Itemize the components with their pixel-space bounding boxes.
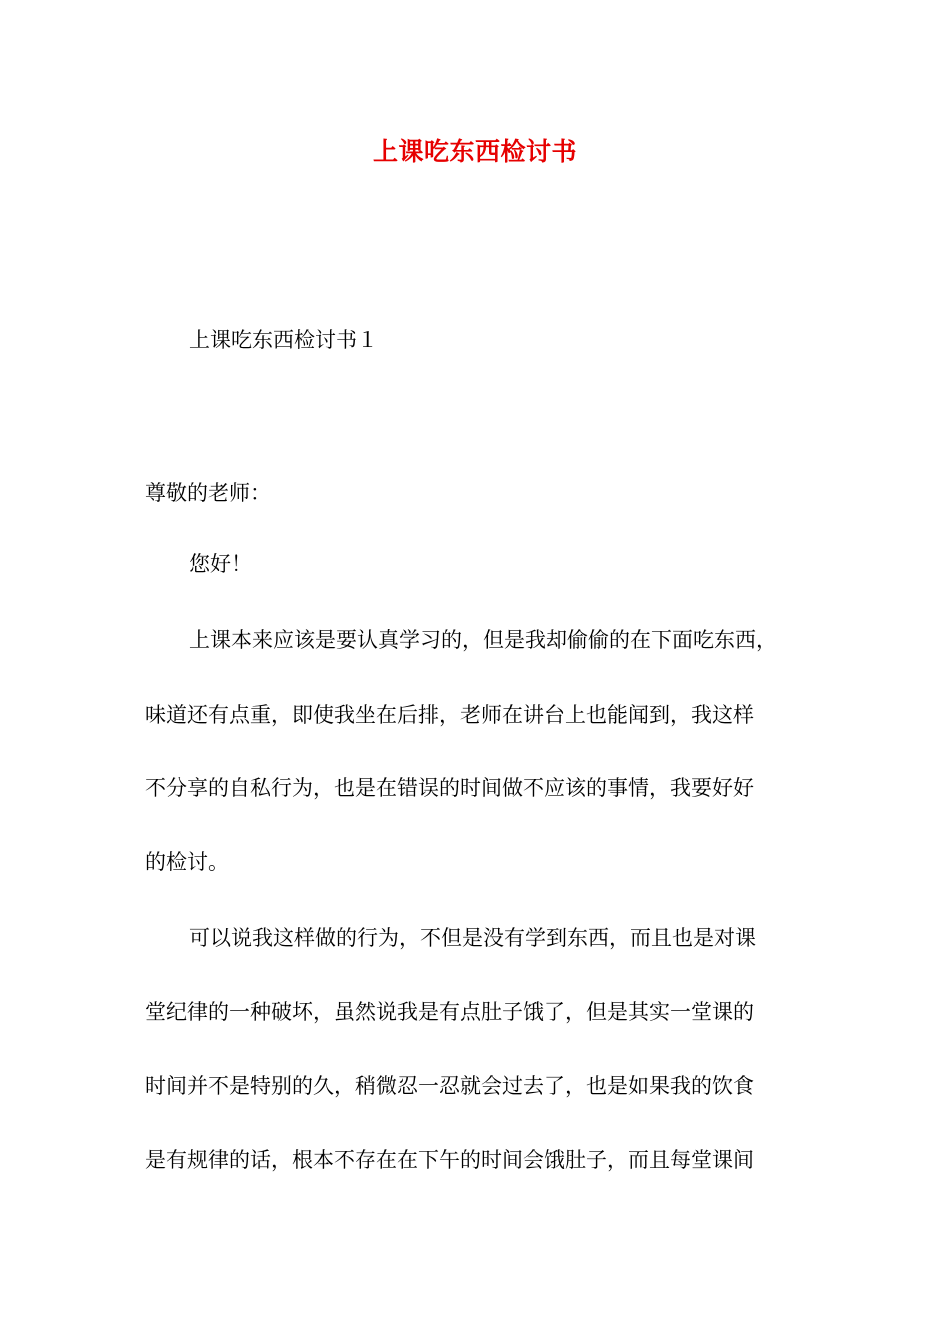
paragraph-2-line-4: 是有规律的话，根本不存在在下午的时间会饿肚子，而且每堂课间	[145, 1148, 754, 1172]
paragraph-1-line-4: 的检讨。	[145, 850, 229, 874]
paragraph-1-line-2: 味道还有点重，即使我坐在后排，老师在讲台上也能闻到，我这样	[145, 703, 754, 727]
paragraph-2-line-3: 时间并不是特别的久，稍微忍一忍就会过去了，也是如果我的饮食	[145, 1074, 754, 1098]
paragraph-1-line-3: 不分享的自私行为，也是在错误的时间做不应该的事情，我要好好	[145, 776, 754, 800]
greeting: 您好！	[189, 552, 252, 576]
subheading: 上课吃东西检讨书１	[189, 328, 378, 352]
salutation: 尊敬的老师：	[145, 481, 271, 505]
paragraph-2-line-2: 堂纪律的一种破坏，虽然说我是有点肚子饿了，但是其实一堂课的	[145, 1000, 754, 1024]
paragraph-1-line-1: 上课本来应该是要认真学习的，但是我却偷偷的在下面吃东西，	[189, 628, 777, 652]
paragraph-2-line-1: 可以说我这样做的行为，不但是没有学到东西，而且也是对课	[189, 926, 756, 950]
document-title: 上课吃东西检讨书	[372, 137, 577, 166]
